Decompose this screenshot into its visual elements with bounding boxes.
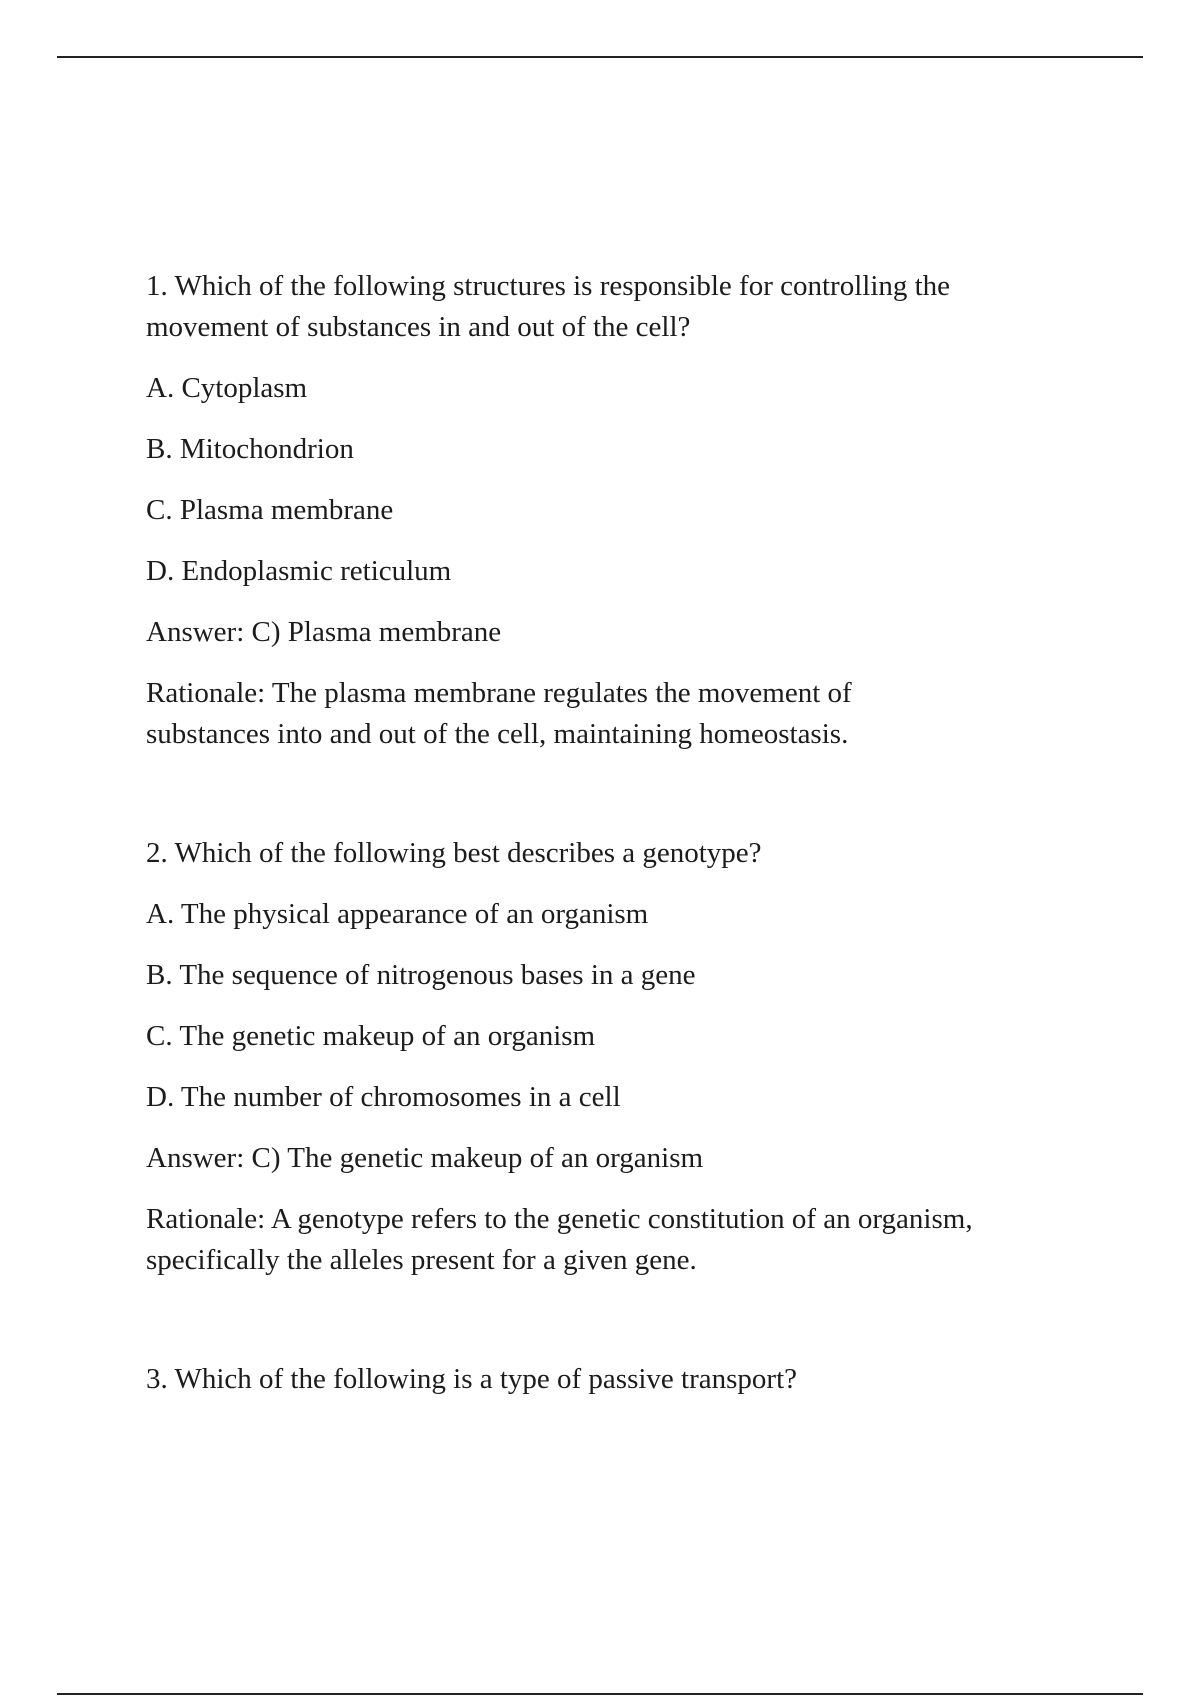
question-1: [146, 266, 1096, 755]
option-b: B. Mitochondrion: [146, 433, 354, 465]
question-3: [146, 1359, 1096, 1400]
option-c: C. The genetic makeup of an organism: [146, 1020, 596, 1052]
rationale: Rationale: The plasma membrane regulates the movement of substances into and out of the cell, maintaining homeostasis.: [146, 677, 852, 750]
question-2: [146, 833, 1096, 1281]
answer: Answer: C) Plasma membrane: [146, 616, 502, 648]
answer: Answer: C) The genetic makeup of an organism: [146, 1142, 704, 1174]
option-d: D. Endoplasmic reticulum: [146, 555, 452, 587]
option-b: B. The sequence of nitrogenous bases in a gene: [146, 959, 696, 991]
option-a: A. The physical appearance of an organism: [146, 898, 649, 930]
question-text: 3. Which of the following is a type of passive transport?: [146, 1363, 798, 1395]
question-text: 2. Which of the following best describes a genotype?: [146, 837, 762, 869]
rationale: Rationale: A genotype refers to the genetic constitution of an organism, specifically the alleles present for a given gene.: [146, 1203, 973, 1276]
document-body: [146, 266, 1096, 1400]
option-c: C. Plasma membrane: [146, 494, 394, 526]
question-text: 1. Which of the following structures is responsible for controlling the movement of substances in and out of the cell?: [146, 270, 951, 343]
top-rule: [57, 56, 1143, 58]
option-d: D. The number of chromosomes in a cell: [146, 1081, 621, 1113]
option-a: A. Cytoplasm: [146, 372, 308, 404]
bottom-rule: [57, 1693, 1143, 1695]
